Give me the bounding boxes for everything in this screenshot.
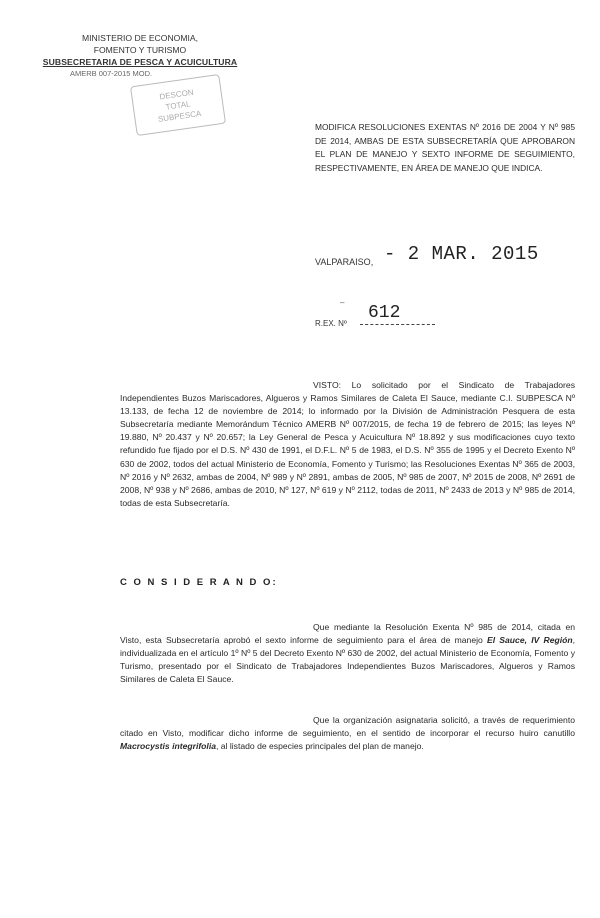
considerando-heading: C O N S I D E R A N D O: — [120, 577, 278, 588]
considerando-paragraph-2 — [120, 714, 575, 753]
c1-text-a: Que mediante la Resolución Exenta Nº 985 de 2014, citada en Visto, esta Subsecretaría aprobó el sexto informe de seguimiento para el área de manejo — [120, 622, 575, 646]
c1-text-b: , individualizada en el artículo 1º Nº 5 del Decreto Exento Nº 630 de 2002, del actual Ministerio de Economía, Fomento y Turismo, presentado por el Sindicato de Trabajadores Independientes Buzos Mariscadores, Algueros y Ramos Similares de Caleta El Sauce. — [120, 635, 576, 685]
letterhead — [30, 32, 250, 80]
resolution-summary: MODIFICA RESOLUCIONES EXENTAS Nº 2016 DE 2004 Y Nº 985 DE 2014, AMBAS DE ESTA SUBSECRETARÍA QUE APROBARON EL PLAN DE MANEJO Y SEXTO INFORME DE SEGUIMIENTO, RESPECTIVAMENTE, EN ÁREA DE MANEJO QUE INDICA. — [315, 122, 575, 173]
ministry-line: MINISTERIO DE ECONOMIA, — [81, 33, 199, 43]
c2-text-a: Que la organización asignataria solicitó, a través de requerimiento citado en Visto, modificar dicho informe de seguimiento, en el sentido de incorporar el recurso huiro canutillo — [120, 715, 575, 739]
subsecretaria-line: SUBSECRETARIA DE PESCA Y ACUICULTURA — [42, 57, 238, 67]
considerando-paragraph-1 — [120, 621, 575, 686]
stamp-line-3: SUBPESCA — [157, 108, 202, 124]
reference-code: AMERB 007-2015 MOD. — [70, 69, 153, 78]
place: VALPARAISO, — [315, 257, 374, 267]
date-stamp: - 2 MAR. 2015 — [384, 243, 539, 265]
rex-label: R.EX. Nº — [315, 319, 347, 328]
c1-area-name: El Sauce, IV Región — [487, 635, 573, 646]
ministry-line-2: FOMENTO Y TURISMO — [93, 45, 187, 55]
visto-paragraph: VISTO: Lo solicitado por el Sindicato de Trabajadores Independientes Buzos Mariscadores, Algueros y Ramos Similares de Caleta El Sauce, mediante C.I. SUBPESCA Nº 13.133, de fecha 12 de noviembre de 2014; lo informado por la División de Administración Pesquera de esta Subsecretaría mediante Memorándum Técnico AMERB Nº 007/2015, de fecha 19 de febrero de 2015; las leyes Nº 19.880, Nº 20.437 y Nº 20.657; la Ley General de Pesca y Acuicultura Nº 18.892 y sus modificaciones cuyo texto refundido fue fijado por el D.S. Nº 430 de 1991, el D.F.L. Nº 5 de 1983, el D.S. Nº 355 de 1995 y el Decreto Exento Nº 630 de 2002, todos del actual Ministerio de Economía, Fomento y Turismo; las Resoluciones Exentas Nº 365 de 2003, Nº 2016 y Nº 2632, ambas de 2004, Nº 989 y Nº 2891, ambas de 2005, Nº 985 de 2007, Nº 2015 de 2008, Nº 2691 de 2008, Nº 938 y Nº 2686, ambas de 2010, Nº 127, Nº 619 y Nº 2112, todas de 2011, Nº 2433 de 2013 y Nº 985 de 2014, todas de esta Subsecretaría. — [120, 380, 575, 508]
c2-text-b: , al listado de especies principales del plan de manejo. — [216, 741, 424, 752]
faded-stamp — [130, 74, 226, 136]
rex-underline — [360, 324, 435, 325]
stamp-line-2: TOTAL — [165, 99, 192, 112]
c2-species-name: Macrocystis integrifolia — [120, 741, 216, 752]
rex-tick: – — [340, 298, 345, 307]
stamp-line-1: DESCON — [158, 87, 195, 102]
rex-number: 612 — [368, 303, 401, 323]
